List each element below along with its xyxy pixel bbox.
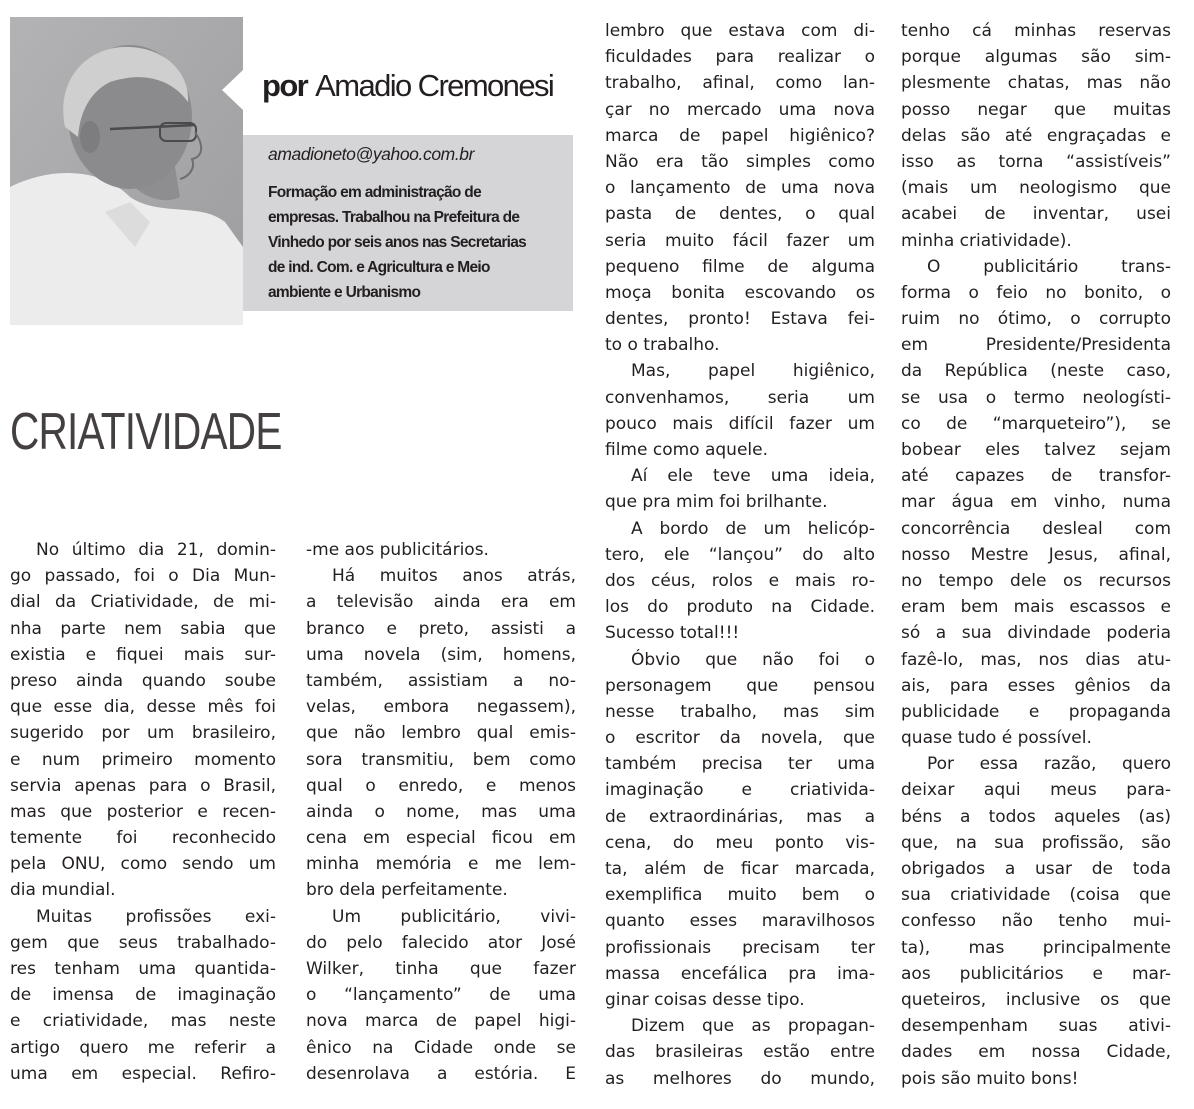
text-line: uma novela (sim, homens, — [306, 644, 576, 665]
bio-line: de ind. Com. e Agricultura e Meio — [268, 259, 490, 276]
text-line: pouco mais difícil fazer um — [605, 413, 875, 434]
text-line: preso ainda quando soube — [10, 670, 276, 691]
text-line: cena, do meu ponto vis- — [605, 832, 875, 853]
text-line: ainda o nome, mas uma — [306, 801, 576, 822]
text-line: concorrência desleal com — [901, 518, 1171, 539]
article-column-4 — [901, 18, 1171, 1092]
text-line: ruim no ótimo, o corrupto — [901, 309, 1171, 330]
text-line: minha criatividade). — [901, 230, 1072, 251]
text-line: obrigados a usar de toda — [901, 859, 1171, 879]
text-line: tenho cá minhas reservas — [901, 21, 1171, 41]
text-line: posso negar que muitas — [901, 99, 1171, 120]
text-line: aos publicitários e mar- — [901, 963, 1171, 984]
text-line: ta), mas principalmente — [901, 937, 1171, 958]
text-line: uma em especial. Refiro- — [10, 1063, 276, 1084]
text-line: em Presidente/Presidenta — [901, 335, 1171, 356]
photo-notch-arrow — [222, 70, 243, 110]
text-line: convenhamos, seria um — [605, 387, 875, 408]
text-line: minha memória e me lem- — [306, 854, 576, 875]
paragraph-start-line: A bordo de um helicóp- — [631, 518, 875, 539]
text-line: go passado, foi o Dia Mun- — [10, 566, 276, 587]
text-line: o lançamento de uma nova — [605, 178, 875, 199]
text-line: confesso não tenho mui- — [901, 911, 1171, 932]
text-line: dial da Criatividade, de mi- — [10, 592, 276, 613]
text-line: seria muito fácil fazer um — [605, 230, 875, 251]
text-line: ais, para esses gênios da — [901, 675, 1171, 696]
text-line: eram bem mais escassos e — [901, 597, 1171, 618]
text-line: das brasileiras estão entre — [605, 1042, 875, 1063]
text-line: que não lembro qual emis- — [306, 723, 576, 744]
text-line: filme como aquele. — [605, 440, 768, 460]
text-line: quase tudo é possível. — [901, 728, 1092, 749]
text-line: no tempo dele os recursos — [901, 570, 1171, 591]
text-line: sugerido por um brasileiro, — [10, 723, 276, 744]
text-line: que esse dia, desse mês foi — [10, 697, 276, 718]
text-line: e criatividade, mas neste — [10, 1011, 276, 1032]
text-line: res tenham uma quantida- — [10, 959, 276, 979]
text-line: de imensa de imaginação — [10, 985, 276, 1006]
text-line: gem que seus trabalhado- — [10, 932, 276, 953]
text-line: dos céus, rolos e mais ro- — [605, 570, 875, 591]
text-line: qual o enredo, e menos — [306, 775, 576, 796]
text-line: sora transmitiu, bem como — [306, 749, 576, 770]
text-line: dia mundial. — [10, 880, 116, 901]
text-line: quanto esses maravilhosos — [605, 911, 875, 932]
text-line: o escritor da novela, que — [605, 728, 875, 749]
text-line: lembro que estava com di- — [605, 21, 875, 41]
paragraph-start-line: Por essa razão, quero — [927, 754, 1171, 775]
text-line: -me aos publicitários. — [306, 540, 489, 560]
paragraph-start-line: Dizem que as propagan- — [631, 1016, 875, 1037]
article-column-1 — [10, 537, 276, 1087]
text-line: dades em nossa Cidade, — [901, 1042, 1171, 1063]
text-line: pois são muito bons! — [901, 1068, 1079, 1089]
text-line: publicidade e propaganda — [901, 701, 1171, 722]
text-line: até capazes de transfor- — [901, 466, 1171, 487]
paragraph-start-line: No último dia 21, domin- — [36, 540, 276, 560]
text-line: só a sua divindade poderia — [901, 623, 1171, 644]
text-line: pela ONU, como sendo um — [10, 854, 276, 875]
text-line: massa encefálica pra ima- — [605, 963, 875, 984]
paragraph-start-line: Há muitos anos atrás, — [332, 566, 576, 587]
text-line: profissionais precisam ter — [605, 937, 875, 958]
text-line: do pelo falecido ator José — [306, 932, 576, 953]
paragraph-start-line: Um publicitário, vivi- — [332, 906, 576, 927]
text-line: nova marca de papel higi- — [306, 1011, 576, 1032]
text-line: pasta de dentes, o qual — [605, 204, 875, 225]
article-column-3 — [605, 18, 875, 1092]
text-line: delas são até engraçadas e — [901, 125, 1171, 146]
text-line: desempenham suas ativi- — [901, 1016, 1171, 1037]
author-email[interactable]: amadioneto@yahoo.com.br — [268, 144, 475, 164]
text-line: dentes, pronto! Estava fei- — [605, 309, 875, 330]
text-line: o “lançamento” de uma — [306, 985, 576, 1006]
text-line: ta, além de ficar marcada, — [605, 859, 875, 879]
text-line: plesmente chatas, mas não — [901, 73, 1171, 94]
paragraph-start-line: Óbvio que não foi o — [631, 649, 875, 670]
text-line: bro dela perfeitamente. — [306, 880, 508, 901]
article-column-2 — [306, 537, 576, 1087]
text-line: da República (neste caso, — [901, 361, 1171, 382]
text-line: isso as torna “assistíveis” — [901, 151, 1171, 172]
text-line: çar no mercado uma nova — [605, 99, 875, 120]
text-line: exemplifica muito bem o — [605, 885, 875, 906]
text-line: velas, embora negassem), — [306, 697, 576, 718]
text-line: tero, ele “lançou” do alto — [605, 544, 875, 565]
text-line: a televisão ainda era em — [306, 592, 576, 613]
text-line: los do produto na Cidade. — [605, 597, 875, 618]
text-line: sua criatividade (coisa que — [901, 885, 1171, 906]
byline-prefix: por — [262, 68, 308, 103]
author-name: Amadio Cremonesi — [315, 68, 554, 103]
text-line: existia e fiquei mais sur- — [10, 644, 276, 665]
paragraph-start-line: Mas, papel higiênico, — [631, 361, 875, 382]
text-line: branco e preto, assisti a — [306, 618, 576, 639]
text-line: mar água em vinho, numa — [901, 492, 1171, 513]
text-line: (mais um neologismo que — [901, 178, 1171, 199]
paragraph-start-line: O publicitário trans- — [927, 256, 1171, 277]
text-line: trabalho, afinal, como lan- — [605, 73, 875, 94]
article-title: CRIATIVIDADE — [10, 403, 282, 461]
text-line: moça bonita escovando os — [605, 282, 875, 303]
text-line: acabei de inventar, usei — [901, 204, 1171, 225]
text-line: forma o feio no bonito, o — [901, 282, 1171, 303]
bio-line: empresas. Trabalhou na Prefeitura de — [268, 209, 520, 226]
text-line: imaginação e criativida- — [605, 780, 875, 801]
text-line: e num primeiro momento — [10, 749, 276, 770]
text-line: ênico na Cidade onde se — [306, 1037, 576, 1058]
text-line: cena em especial ficou em — [306, 828, 576, 849]
author-photo — [10, 17, 243, 325]
text-line: desenrolava a estória. E — [306, 1063, 576, 1084]
text-line: nha parte nem sabia que — [10, 618, 276, 639]
text-line: Wilker, tinha que fazer — [306, 959, 576, 979]
text-line: que, na sua profissão, são — [901, 832, 1171, 853]
text-line: bobear eles talvez sejam — [901, 440, 1171, 460]
text-line: porque algumas são sim- — [901, 47, 1171, 68]
bio-line: Formação em administração de — [268, 184, 481, 201]
text-line: Não era tão simples como — [605, 151, 875, 172]
author-bio — [268, 180, 568, 305]
text-line: ficuldades para realizar o — [605, 47, 875, 68]
text-line: béns a todos aqueles (as) — [901, 806, 1171, 827]
text-line: Sucesso total!!! — [605, 623, 740, 644]
paragraph-start-line: Aí ele teve uma ideia, — [631, 466, 875, 487]
text-line: to o trabalho. — [605, 335, 720, 356]
text-line: ginar coisas desse tipo. — [605, 989, 805, 1010]
text-line: que pra mim foi brilhante. — [605, 492, 828, 513]
portrait-illustration-icon — [10, 17, 243, 325]
text-line: nesse trabalho, mas sim — [605, 701, 875, 722]
text-line: de extraordinárias, mas a — [605, 806, 875, 827]
text-line: pequeno filme de alguma — [605, 256, 875, 277]
text-line: fazê-lo, mas, nos dias atu- — [901, 649, 1171, 670]
paragraph-start-line: Muitas profissões exi- — [36, 906, 276, 927]
text-line: deixar aqui meus para- — [901, 780, 1171, 801]
text-line: também, assistiam a no- — [306, 670, 576, 691]
text-line: personagem que pensou — [605, 675, 875, 696]
text-line: temente foi reconhecido — [10, 828, 276, 849]
byline — [262, 68, 553, 104]
text-line: as melhores do mundo, — [605, 1068, 875, 1089]
text-line: se usa o termo neologísti- — [901, 387, 1171, 408]
text-line: marca de papel higiênico? — [605, 125, 875, 146]
text-line: queteiros, inclusive os que — [901, 989, 1171, 1010]
text-line: nosso Mestre Jesus, afinal, — [901, 544, 1171, 565]
text-line: mas que posterior e recen- — [10, 801, 276, 822]
text-line: servia apenas para o Brasil, — [10, 775, 276, 796]
text-line: também precisa ter uma — [605, 754, 875, 775]
text-line: artigo quero me referir a — [10, 1037, 276, 1058]
bio-line: Vinhedo por seis anos nas Secretarias — [268, 234, 527, 251]
bio-line: ambiente e Urbanismo — [268, 284, 421, 301]
text-line: co de “marqueteiro”), se — [901, 413, 1171, 434]
